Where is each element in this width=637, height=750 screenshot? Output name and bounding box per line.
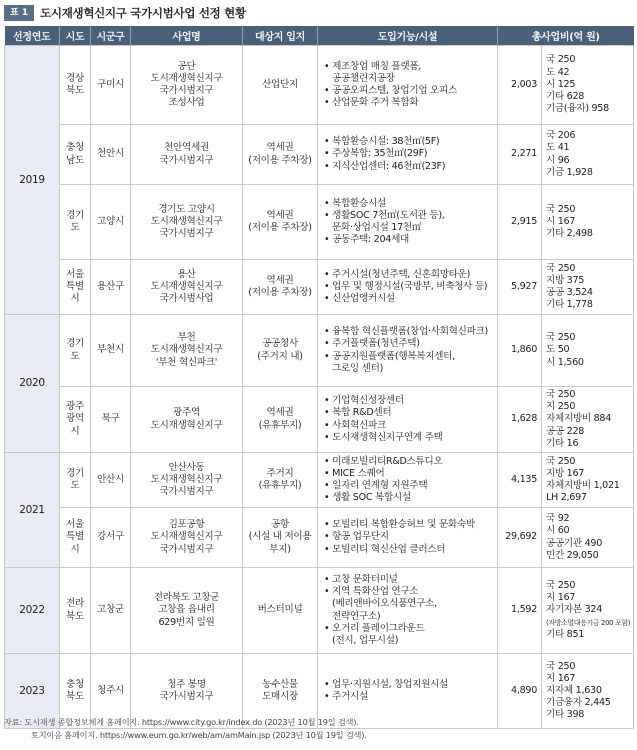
table-row xyxy=(5,260,634,315)
cell-line: 농수산물 xyxy=(262,678,298,690)
cell-line: (시설 내 저이용 xyxy=(248,531,312,543)
year-cell: 2020 xyxy=(5,315,60,453)
facilities-cell xyxy=(318,453,498,508)
facilities-cell xyxy=(318,315,498,387)
sigungu-cell: 북구 xyxy=(91,387,131,453)
cell-line: 국 250 xyxy=(546,203,576,215)
facility-item: • 주거시설 xyxy=(324,691,368,703)
facility-item: • 주거시설(청년주택, 신혼희망타운) xyxy=(324,268,471,280)
site-cell xyxy=(243,508,318,568)
cell-line: 자체지방비 884 xyxy=(546,413,611,425)
cell-line: 부지) xyxy=(269,543,291,555)
project-name-cell xyxy=(131,260,243,315)
facility-item: • 모빌리티 혁신산업 클러스터 xyxy=(324,543,446,555)
cell-line: 충청 xyxy=(66,678,84,690)
total-cost-cell: 4,890 xyxy=(498,654,542,729)
facility-item: • 항공 업무단지 xyxy=(324,531,389,543)
cell-line: 도 41 xyxy=(546,142,570,154)
cell-line: 기타 628 xyxy=(546,91,585,103)
cell-line: 지자체 1,630 xyxy=(546,684,602,696)
table-row xyxy=(5,387,634,453)
cell-line: 천안역세권 xyxy=(164,142,209,154)
project-name-cell xyxy=(131,125,243,185)
facility-item: • 도시재생혁신지구연계 주택 xyxy=(324,431,443,443)
facility-item: 문화·상업시설 17천㎡ xyxy=(332,222,422,233)
header-sigungu: 시군구 xyxy=(91,26,131,46)
cell-line: 공공 228 xyxy=(546,425,585,437)
year-cell: 2023 xyxy=(5,654,60,729)
sido-cell xyxy=(60,185,91,260)
facility-item: • 기업혁신성장센터 xyxy=(324,395,404,407)
sigungu-cell: 안산시 xyxy=(91,453,131,508)
facility-item: • 생활SOC 7천㎡(도서관 등), xyxy=(324,209,445,221)
cell-line: 특별시 xyxy=(66,531,84,555)
facility-item: • 복합 R&D센터 xyxy=(324,407,392,419)
cell-line: LH 2,697 xyxy=(546,492,587,504)
sigungu-cell: 고양시 xyxy=(91,185,131,260)
sido-cell xyxy=(60,568,91,654)
total-cost-cell: 29,692 xyxy=(498,508,542,568)
cell-line: 버스터미널 xyxy=(257,604,303,616)
table-row xyxy=(5,453,634,508)
cell-line: 전라 xyxy=(66,598,84,610)
funding-breakdown-cell xyxy=(542,387,634,453)
sido-cell xyxy=(60,387,91,453)
cell-line: 용산 xyxy=(177,268,196,280)
cell-line: 자기자본 324 xyxy=(546,604,603,616)
cell-line: 기금(융자) 958 xyxy=(546,103,609,115)
cell-line: 안산사동 xyxy=(168,461,205,473)
cell-line: 시 167 xyxy=(546,215,576,227)
total-cost-cell: 1,592 xyxy=(498,568,542,654)
funding-breakdown-cell xyxy=(542,125,634,185)
cell-line: 국가시범지구 xyxy=(159,486,214,498)
cell-line: 기금 1,928 xyxy=(546,166,593,178)
cell-line: '부천 혁신파크' xyxy=(155,356,218,368)
facility-item: • MICE 스퀘어 xyxy=(324,467,385,479)
facility-item: 그로잉 센터) xyxy=(332,362,384,374)
cell-line: 공단 xyxy=(177,60,196,72)
year-cell: 2022 xyxy=(5,568,60,654)
cell-line: 광주 xyxy=(66,401,84,413)
cell-line: 국가시범지구 xyxy=(159,85,214,96)
cell-line: 국 250 xyxy=(546,580,576,591)
cell-line: 도시재생혁신지구 xyxy=(150,344,223,356)
cell-line: 경기도 xyxy=(66,467,84,492)
funding-breakdown-cell xyxy=(542,568,634,654)
table-row xyxy=(5,568,634,654)
cell-line: 도시재생혁신지구 xyxy=(150,72,223,84)
facility-item: • 생활 SOC 복합시설 xyxy=(324,492,411,504)
cell-line: 역세권 xyxy=(266,274,294,286)
facility-item: • 고창 문화터미널 xyxy=(324,573,398,585)
cell-line: (저이용 주차장) xyxy=(248,222,312,233)
facilities-cell xyxy=(318,185,498,260)
facility-item: (전시, 업무시설) xyxy=(332,634,399,646)
cell-line: 국 206 xyxy=(546,130,576,142)
sigungu-cell: 구미시 xyxy=(91,46,131,125)
facility-item: • 주상복합: 35천㎡(29F) xyxy=(324,148,428,160)
cell-line: 국 250 xyxy=(546,660,576,672)
cell-line: 국가시범지구 xyxy=(159,228,214,240)
cell-line: 북도 xyxy=(66,85,84,96)
cell-line: 국가시범지구 xyxy=(159,154,214,166)
cell-line: 역세권 xyxy=(266,209,294,221)
cell-line: 광주역 xyxy=(173,407,200,419)
facility-item: (베리앤바이오식품연구소, xyxy=(332,598,437,610)
cell-line: 충청 xyxy=(66,142,84,154)
facility-item: • 오거리 플레이그라운드 xyxy=(324,622,425,634)
table-number-badge: 표 1 xyxy=(4,5,34,21)
site-cell xyxy=(243,260,318,315)
funding-breakdown-cell xyxy=(542,315,634,387)
cell-line: 경기도 xyxy=(66,338,84,362)
sigungu-cell: 청주시 xyxy=(91,654,131,729)
total-cost-cell: 2,003 xyxy=(498,46,542,125)
sido-cell xyxy=(60,125,91,185)
facilities-cell xyxy=(318,387,498,453)
cell-line: 역세권 xyxy=(266,142,294,154)
cell-line: 시 96 xyxy=(546,154,570,166)
funding-breakdown-cell xyxy=(542,654,634,729)
cell-line: 기타 851 xyxy=(546,628,585,640)
cell-line: 도시재생혁신지구 xyxy=(150,531,223,543)
cell-line: 국가시범사업 xyxy=(159,293,214,305)
sigungu-cell: 고창군 xyxy=(91,568,131,654)
cell-line: (유휴부지) xyxy=(258,419,302,431)
table-title-text: 도시재생혁신지구 국가시범사업 선정 현황 xyxy=(40,6,246,20)
site-cell xyxy=(243,46,318,125)
cell-line: 조성사업 xyxy=(168,97,205,109)
source-line-1: 자료: 도시재생 종합정보체계 홈페이지. https://www.city.go.kr/index.do (2023년 10월 19일 검색). xyxy=(4,717,359,727)
table-row xyxy=(5,185,634,260)
cell-line: 기타 16 xyxy=(546,437,579,449)
cell-line: 서울 xyxy=(66,268,84,280)
total-cost-cell: 1,860 xyxy=(498,315,542,387)
table-header-row xyxy=(5,26,634,46)
cell-line: 특별시 xyxy=(66,280,84,305)
cell-line: 지 167 xyxy=(546,592,576,604)
site-cell xyxy=(243,453,318,508)
site-cell xyxy=(243,185,318,260)
facility-item: • 일자리 연계형 지원주택 xyxy=(324,480,428,492)
facility-item: 공공챌린지공장 xyxy=(332,72,395,84)
cell-line: 경기도 고양시 xyxy=(158,203,215,215)
funding-breakdown-cell xyxy=(542,46,634,125)
sido-cell xyxy=(60,46,91,125)
total-cost-cell: 2,915 xyxy=(498,185,542,260)
cell-line: 지방 375 xyxy=(546,274,585,286)
funding-breakdown-cell xyxy=(542,453,634,508)
facility-item: • 사회혁신파크 xyxy=(324,419,386,431)
facilities-cell xyxy=(318,260,498,315)
facility-item: • 업무·지원시설, 창업지원시설 xyxy=(324,678,448,690)
cell-line: 도시재생혁신지구 xyxy=(150,419,223,431)
facilities-cell xyxy=(318,125,498,185)
sigungu-cell: 천안시 xyxy=(91,125,131,185)
cell-line: 시 60 xyxy=(546,525,570,537)
project-name-cell xyxy=(131,185,243,260)
cell-line: 공공 3,524 xyxy=(546,287,593,298)
header-sido: 시도 xyxy=(60,26,91,46)
facility-item: • 복합환승시설 xyxy=(324,197,386,209)
funding-breakdown-cell xyxy=(542,185,634,260)
cell-line: 남도 xyxy=(66,154,84,166)
sigungu-cell: 강서구 xyxy=(91,508,131,568)
facility-item: • 공동주택: 204세대 xyxy=(324,234,410,246)
cell-line: 서울 xyxy=(66,519,84,531)
cell-line: 주거지 xyxy=(266,467,294,479)
facility-item: • 지역 특화산업 연구소 xyxy=(324,586,419,598)
facility-item: • 산업문화 주거 복합화 xyxy=(324,97,419,109)
header-year: 선정연도 xyxy=(5,26,60,46)
project-name-cell xyxy=(131,46,243,125)
cell-line: 도시재생혁신지구 xyxy=(150,473,223,485)
facility-item: • 공공지원플랫폼(행복복지센터, xyxy=(324,350,455,362)
sido-cell xyxy=(60,260,91,315)
cell-line: (저이용 주차장) xyxy=(248,154,312,166)
total-cost-cell: 4,135 xyxy=(498,453,542,508)
cell-line: 북도 xyxy=(66,610,84,622)
header-total-cost: 총사업비(억 원) xyxy=(498,26,634,46)
cell-line: 국 250 xyxy=(546,262,576,274)
cell-line: 629번지 일원 xyxy=(158,616,215,628)
selection-status-table xyxy=(4,26,634,729)
cell-line: 부천 xyxy=(177,332,196,344)
table-row xyxy=(5,315,634,387)
facilities-cell xyxy=(318,568,498,654)
cell-line: 자체지방비 1,021 xyxy=(546,480,620,492)
cell-line: 도 50 xyxy=(546,344,570,356)
header-site: 대상지 입지 xyxy=(243,26,318,46)
cell-line: 시 1,560 xyxy=(546,356,584,368)
facilities-cell xyxy=(318,508,498,568)
cell-line: (유휴부지) xyxy=(258,480,302,492)
sido-cell xyxy=(60,315,91,387)
project-name-cell xyxy=(131,508,243,568)
cell-line: 공항 xyxy=(271,519,289,531)
cell-line: 도시재생혁신지구 xyxy=(150,280,223,292)
cell-line: 북도 xyxy=(66,691,84,703)
sigungu-cell: 부천시 xyxy=(91,315,131,387)
cell-line: 지방 167 xyxy=(546,467,585,479)
facility-item: • 융복합 혁신플랫폼(창업·사회혁신파크) xyxy=(324,326,488,338)
facility-item: • 신산업앵커시설 xyxy=(324,293,395,305)
facility-item: • 모빌리티 복합환승허브 및 문화숙박 xyxy=(324,519,475,531)
cell-line: 경기도 xyxy=(66,209,84,233)
facility-item: • 제조창업 매칭 플랫폼, xyxy=(324,60,422,72)
cell-line: 시 125 xyxy=(546,78,576,90)
table-row xyxy=(5,46,634,125)
cell-line: 도매시장 xyxy=(262,691,298,703)
cell-line: 청주 봉명 xyxy=(167,678,206,690)
table-row xyxy=(5,125,634,185)
funding-breakdown-cell xyxy=(542,508,634,568)
cell-line: 국가시범지구 xyxy=(159,543,214,555)
project-name-cell xyxy=(131,315,243,387)
cell-line: 국 250 xyxy=(546,389,576,400)
facilities-cell xyxy=(318,46,498,125)
funding-breakdown-cell xyxy=(542,260,634,315)
cell-line: 전라북도 고창군 xyxy=(153,592,220,604)
facility-item: • 지식산업센터: 46천㎡(23F) xyxy=(324,160,446,172)
cell-line: 국 250 xyxy=(546,332,576,344)
source-note xyxy=(4,716,367,742)
cell-line: 기타 398 xyxy=(546,709,585,721)
cell-line: 공공청사 xyxy=(262,338,298,350)
cell-line: 기금융자 2,445 xyxy=(546,697,611,709)
project-name-cell xyxy=(131,568,243,654)
cell-line: 국 250 xyxy=(546,455,576,467)
site-cell xyxy=(243,315,318,387)
total-cost-cell: 2,271 xyxy=(498,125,542,185)
table-title xyxy=(4,4,246,22)
facility-item: • 미래모빌리티R&D스튜디오 xyxy=(324,455,443,467)
cell-line: 역세권 xyxy=(266,407,294,419)
cell-line: 국 92 xyxy=(546,513,570,525)
cell-line: 도 42 xyxy=(546,66,570,78)
header-project: 사업명 xyxy=(131,26,243,46)
cell-line: (주거지 내) xyxy=(257,350,303,362)
cell-line: 산업단지 xyxy=(262,78,298,90)
total-cost-cell: 5,927 xyxy=(498,260,542,315)
site-cell xyxy=(243,387,318,453)
table-body xyxy=(5,46,634,729)
cell-line: (자방소멸대응기금 200 포함) xyxy=(546,618,631,627)
cell-line: 지 167 xyxy=(546,672,576,684)
source-line-2: 토지이음 홈페이지. https://www.eum.go.kr/web/am/amMain.jsp (2023년 10월 19일 검색). xyxy=(31,730,367,740)
sido-cell xyxy=(60,453,91,508)
header-facilities: 도입기능/시설 xyxy=(318,26,498,46)
site-cell xyxy=(243,125,318,185)
cell-line: 광역시 xyxy=(66,413,84,437)
project-name-cell xyxy=(131,387,243,453)
facility-item: • 업무 및 행정시설(국방부, 비축청사 등) xyxy=(324,280,488,292)
cell-line: 국 250 xyxy=(546,54,576,66)
year-cell: 2021 xyxy=(5,453,60,568)
site-cell xyxy=(243,568,318,654)
facility-item: 전략연구소) xyxy=(332,610,381,622)
cell-line: 국가시범지구 xyxy=(159,691,214,703)
facility-item: • 복합환승시설: 38천㎡(5F) xyxy=(324,136,440,148)
cell-line: 공공기관 490 xyxy=(546,537,603,549)
sigungu-cell: 용산구 xyxy=(91,260,131,315)
sido-cell xyxy=(60,508,91,568)
project-name-cell xyxy=(131,453,243,508)
total-cost-cell: 1,628 xyxy=(498,387,542,453)
facility-item: • 주거플랫폼(청년주택) xyxy=(324,338,420,350)
cell-line: 김포공항 xyxy=(168,519,205,531)
facility-item: • 공공오피스텔, 창업기업 오피스 xyxy=(324,85,457,96)
table-row xyxy=(5,508,634,568)
cell-line: (저이용 주차장) xyxy=(248,287,312,298)
cell-line: 경상 xyxy=(66,72,84,84)
cell-line: 기타 2,498 xyxy=(546,228,593,240)
cell-line: 고창읍 읍내리 xyxy=(158,604,215,616)
year-cell: 2019 xyxy=(5,46,60,315)
cell-line: 기타 1,778 xyxy=(546,299,593,311)
cell-line: 지 250 xyxy=(546,401,576,413)
cell-line: 민간 29,050 xyxy=(546,549,599,561)
cell-line: 도시재생혁신지구 xyxy=(150,215,223,227)
